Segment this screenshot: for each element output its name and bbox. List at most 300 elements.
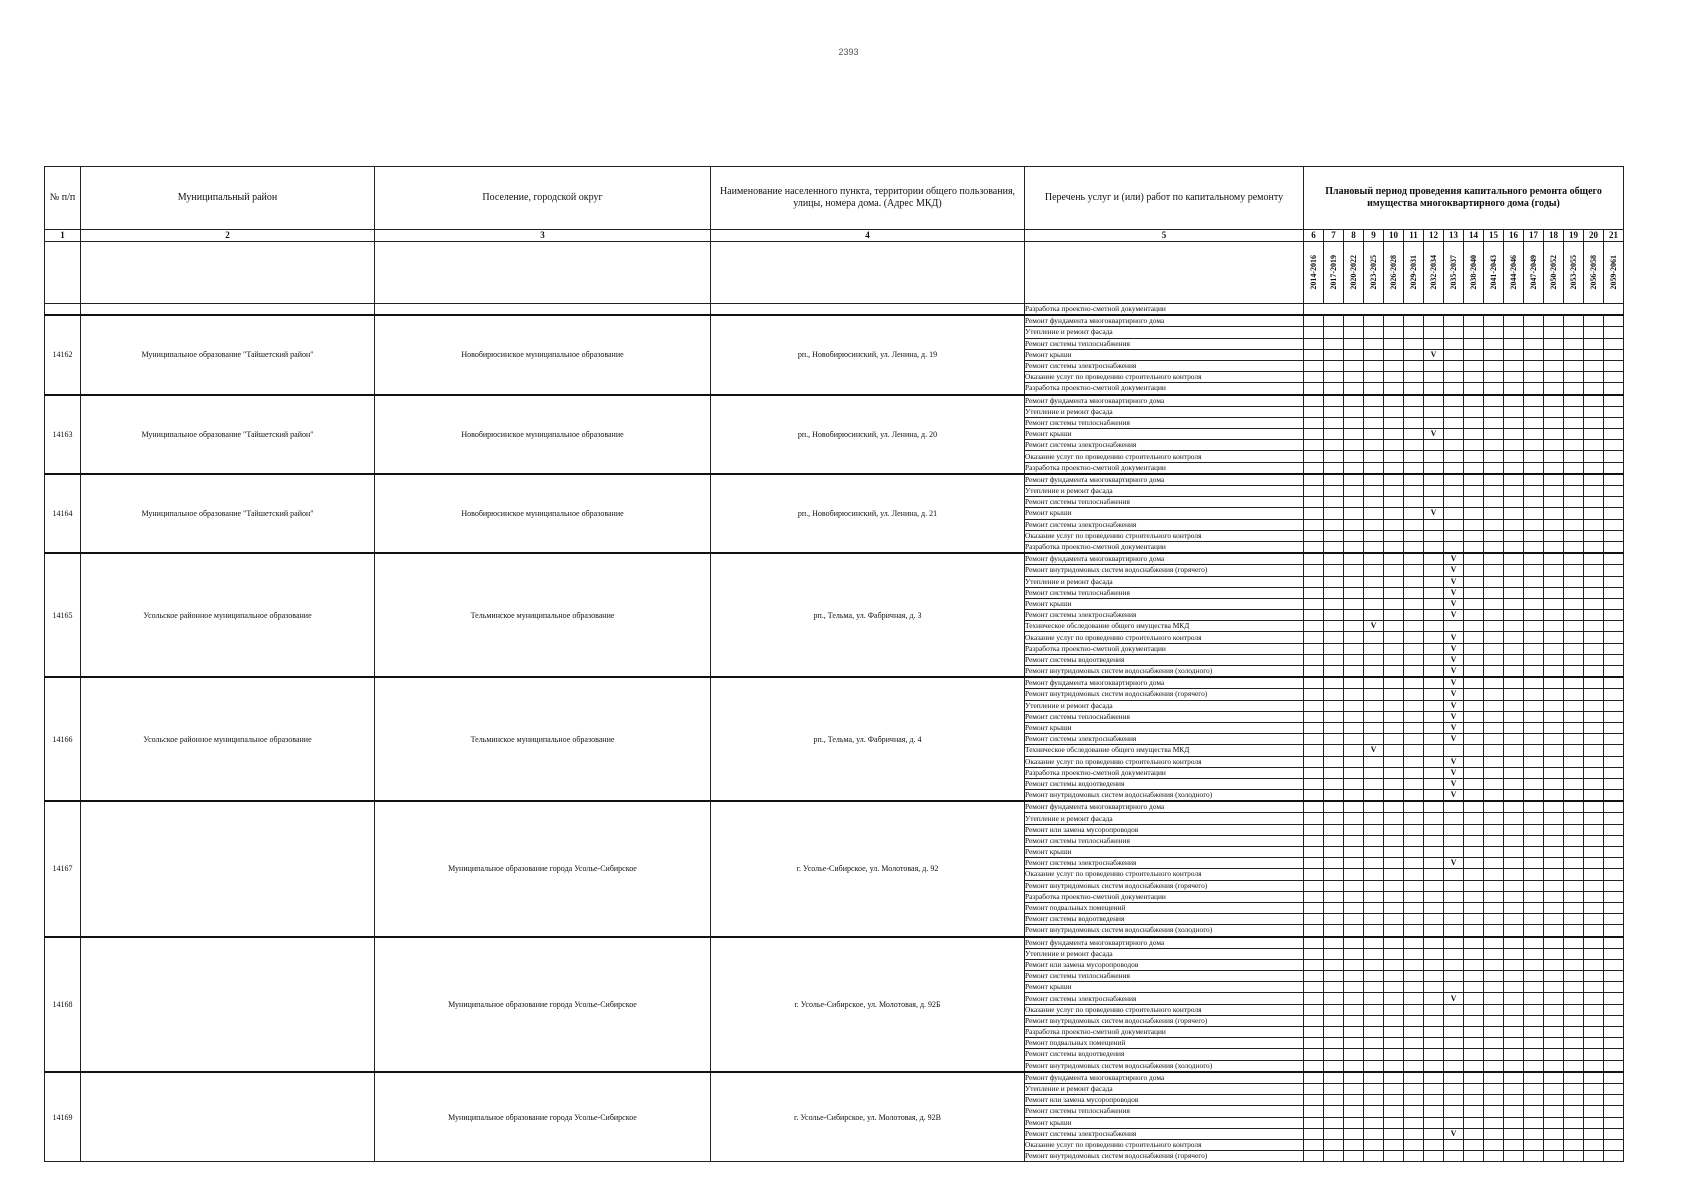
year-cell (1524, 462, 1544, 474)
year-cell (1584, 508, 1604, 519)
work-item: Ремонт внутридомовых систем водоснабжения (горячего) (1025, 1015, 1304, 1026)
year-cell (1604, 700, 1624, 711)
year-cell (1404, 982, 1424, 993)
year-cell (1464, 767, 1484, 778)
year-cell (1324, 745, 1344, 756)
column-number: 2 (81, 230, 375, 242)
year-cell (1484, 1027, 1504, 1038)
work-item: Техническое обследование общего имущества МКД (1025, 621, 1304, 632)
year-cell (1564, 632, 1584, 643)
year-cell (1504, 451, 1524, 462)
year-cell (1604, 598, 1624, 609)
year-cell (1524, 360, 1544, 371)
check-mark: V (1424, 508, 1444, 519)
year-cell (1464, 654, 1484, 665)
spacer-cell (375, 242, 711, 304)
year-cell (1444, 315, 1464, 327)
year-cell (1504, 1060, 1524, 1072)
year-cell (1584, 734, 1604, 745)
year-cell (1324, 372, 1344, 383)
year-cell (1344, 1128, 1364, 1139)
year-cell (1344, 734, 1364, 745)
year-cell (1464, 395, 1484, 407)
year-cell (1524, 847, 1544, 858)
year-cell (1484, 1015, 1504, 1026)
year-cell (1384, 406, 1404, 417)
record-number: 14162 (45, 315, 81, 394)
year-cell (1484, 745, 1504, 756)
year-range-header (1564, 242, 1584, 304)
work-item: Ремонт внутридомовых систем водоснабжения (холодного) (1025, 790, 1304, 802)
year-cell (1524, 541, 1544, 553)
year-range-label: 2041-2043 (1489, 255, 1498, 290)
work-item: Ремонт системы электроснабжения (1025, 993, 1304, 1004)
year-cell (1444, 1038, 1464, 1049)
year-cell (1524, 486, 1544, 497)
column-number: 1 (45, 230, 81, 242)
year-cell (1484, 937, 1504, 949)
work-item: Оказание услуг по проведению строительного контроля (1025, 451, 1304, 462)
year-cell (1404, 406, 1424, 417)
year-cell (1584, 982, 1604, 993)
year-cell (1464, 474, 1484, 486)
year-cell (1544, 587, 1564, 598)
year-cell (1584, 587, 1604, 598)
year-cell (1444, 508, 1464, 519)
year-cell (1464, 948, 1484, 959)
year-cell (1584, 959, 1604, 970)
year-cell (1604, 553, 1624, 565)
year-cell (1384, 711, 1404, 722)
year-cell (1304, 982, 1324, 993)
year-cell (1384, 541, 1404, 553)
work-item: Ремонт системы электроснабжения (1025, 1128, 1304, 1139)
year-cell (1304, 1060, 1324, 1072)
year-cell (1404, 417, 1424, 428)
year-cell (1344, 587, 1364, 598)
year-cell (1344, 1139, 1364, 1150)
work-item: Ремонт системы теплоснабжения (1025, 417, 1304, 428)
year-cell (1324, 734, 1344, 745)
year-cell (1524, 451, 1544, 462)
work-item: Ремонт системы электроснабжения (1025, 440, 1304, 451)
year-cell (1384, 643, 1404, 654)
year-cell (1404, 1060, 1424, 1072)
work-item: Утепление и ремонт фасада (1025, 486, 1304, 497)
year-cell (1444, 813, 1464, 824)
year-cell (1584, 925, 1604, 937)
year-cell (1444, 486, 1464, 497)
year-cell (1544, 576, 1564, 587)
check-mark: V (1444, 993, 1464, 1004)
year-cell (1424, 598, 1444, 609)
header-settlement: Поселение, городской округ (375, 167, 711, 230)
year-cell (1364, 700, 1384, 711)
year-cell (1544, 338, 1564, 349)
year-cell (1344, 519, 1364, 530)
year-cell (1544, 315, 1564, 327)
year-cell (1604, 858, 1624, 869)
year-cell (1324, 462, 1344, 474)
year-cell (1444, 937, 1464, 949)
year-cell (1344, 1151, 1364, 1162)
record-number: 14168 (45, 937, 81, 1072)
work-item: Ремонт фундамента многоквартирного дома (1025, 474, 1304, 486)
year-cell (1604, 1128, 1624, 1139)
year-cell (1524, 824, 1544, 835)
year-cell (1604, 835, 1624, 846)
year-cell (1344, 902, 1364, 913)
year-cell (1404, 1027, 1424, 1038)
year-cell (1444, 1060, 1464, 1072)
year-cell (1564, 1015, 1584, 1026)
year-cell (1484, 689, 1504, 700)
year-cell (1324, 429, 1344, 440)
year-cell (1444, 982, 1464, 993)
year-cell (1564, 553, 1584, 565)
year-cell (1344, 486, 1364, 497)
year-cell (1344, 360, 1364, 371)
year-cell (1324, 621, 1344, 632)
year-cell (1484, 395, 1504, 407)
year-cell (1564, 406, 1584, 417)
year-cell (1364, 632, 1384, 643)
year-cell (1604, 360, 1624, 371)
year-cell (1504, 486, 1524, 497)
year-cell (1304, 801, 1324, 813)
year-cell (1584, 643, 1604, 654)
year-cell (1444, 530, 1464, 541)
year-cell (1424, 677, 1444, 689)
year-cell (1484, 508, 1504, 519)
year-cell (1304, 315, 1324, 327)
year-cell (1584, 621, 1604, 632)
year-cell (1584, 440, 1604, 451)
year-cell (1564, 790, 1584, 802)
year-cell (1464, 1083, 1484, 1094)
year-range-label: 2044-2046 (1509, 255, 1518, 290)
year-cell (1364, 530, 1384, 541)
year-cell (1564, 338, 1584, 349)
year-cell (1464, 711, 1484, 722)
year-cell (1544, 948, 1564, 959)
work-item: Ремонт системы теплоснабжения (1025, 587, 1304, 598)
year-cell (1484, 700, 1504, 711)
check-mark: V (1444, 700, 1464, 711)
year-cell (1404, 1117, 1424, 1128)
year-cell (1324, 349, 1344, 360)
year-cell (1524, 587, 1544, 598)
year-cell (1444, 429, 1464, 440)
header-district: Муниципальный район (81, 167, 375, 230)
year-cell (1484, 541, 1504, 553)
column-number: 4 (711, 230, 1025, 242)
year-cell (1544, 666, 1564, 678)
year-cell (1384, 565, 1404, 576)
year-cell (1444, 869, 1464, 880)
district-cell: Усольское районное муниципальное образование (81, 677, 375, 801)
year-cell (1404, 847, 1424, 858)
year-cell (1444, 451, 1464, 462)
year-cell (1444, 621, 1464, 632)
year-cell (1344, 451, 1364, 462)
year-range-header (1484, 242, 1504, 304)
check-mark: V (1444, 790, 1464, 802)
year-cell (1364, 395, 1384, 407)
year-cell (1544, 417, 1564, 428)
year-cell (1604, 587, 1624, 598)
year-cell (1564, 486, 1584, 497)
year-cell (1504, 1117, 1524, 1128)
year-cell (1604, 462, 1624, 474)
work-item: Разработка проектно-сметной документации (1025, 643, 1304, 654)
year-cell (1524, 1151, 1544, 1162)
year-cell (1384, 1139, 1404, 1150)
year-cell (1564, 1083, 1584, 1094)
year-cell (1524, 756, 1544, 767)
year-cell (1304, 451, 1324, 462)
year-cell (1564, 1117, 1584, 1128)
year-cell (1364, 429, 1384, 440)
year-cell (1564, 1004, 1584, 1015)
year-cell (1564, 847, 1584, 858)
settlement-cell: Новобирюсинское муниципальное образование (375, 395, 711, 474)
year-cell (1604, 327, 1624, 338)
year-cell (1424, 576, 1444, 587)
year-cell (1404, 451, 1424, 462)
check-mark: V (1444, 553, 1464, 565)
year-cell (1424, 880, 1444, 891)
year-cell (1604, 541, 1624, 553)
year-cell (1364, 598, 1384, 609)
year-cell (1604, 734, 1624, 745)
year-cell (1404, 937, 1424, 949)
year-cell (1544, 689, 1564, 700)
year-cell (1464, 383, 1484, 395)
year-cell (1424, 700, 1444, 711)
work-item: Ремонт подвальных помещений (1025, 1038, 1304, 1049)
year-cell (1524, 1139, 1544, 1150)
year-cell (1304, 654, 1324, 665)
year-cell (1424, 1049, 1444, 1060)
year-cell (1424, 383, 1444, 395)
year-cell (1384, 508, 1404, 519)
year-cell (1424, 474, 1444, 486)
year-cell (1364, 519, 1384, 530)
year-cell (1584, 406, 1604, 417)
year-cell (1464, 632, 1484, 643)
work-item: Оказание услуг по проведению строительного контроля (1025, 756, 1304, 767)
year-cell (1344, 497, 1364, 508)
year-cell (1424, 982, 1444, 993)
year-cell (1604, 1151, 1624, 1162)
year-cell (1384, 610, 1404, 621)
year-cell (1364, 1015, 1384, 1026)
year-cell (1564, 824, 1584, 835)
year-cell (1364, 891, 1384, 902)
column-number: 16 (1504, 230, 1524, 242)
year-cell (1324, 722, 1344, 733)
check-mark: V (1444, 722, 1464, 733)
year-cell (1504, 474, 1524, 486)
year-cell (1604, 847, 1624, 858)
year-cell (1584, 666, 1604, 678)
year-cell (1404, 1151, 1424, 1162)
year-cell (1584, 869, 1604, 880)
year-cell (1464, 643, 1484, 654)
district-cell (81, 937, 375, 1072)
year-cell (1524, 891, 1544, 902)
year-cell (1504, 462, 1524, 474)
year-cell (1604, 406, 1624, 417)
year-cell (1344, 778, 1364, 789)
year-cell (1324, 835, 1344, 846)
year-cell (1404, 565, 1424, 576)
work-row (45, 801, 1624, 813)
year-cell (1524, 1128, 1544, 1139)
year-cell (1364, 643, 1384, 654)
year-cell (1604, 925, 1624, 937)
year-cell (1344, 948, 1364, 959)
year-cell (1304, 948, 1324, 959)
year-cell (1484, 677, 1504, 689)
year-cell (1604, 1049, 1624, 1060)
year-cell (1404, 553, 1424, 565)
year-cell (1384, 1015, 1404, 1026)
spacer-cell (1304, 304, 1624, 316)
year-cell (1484, 880, 1504, 891)
year-cell (1504, 914, 1524, 925)
year-cell (1464, 869, 1484, 880)
year-cell (1544, 1128, 1564, 1139)
year-cell (1384, 891, 1404, 902)
year-cell (1324, 1049, 1344, 1060)
column-number: 10 (1384, 230, 1404, 242)
year-cell (1424, 327, 1444, 338)
year-cell (1324, 993, 1344, 1004)
year-range-header (1544, 242, 1564, 304)
year-cell (1504, 847, 1524, 858)
year-cell (1524, 700, 1544, 711)
address-cell: рп., Новобирюсинский, ул. Ленина, д. 21 (711, 474, 1025, 553)
year-cell (1544, 508, 1564, 519)
year-cell (1324, 643, 1344, 654)
year-cell (1344, 474, 1364, 486)
year-cell (1524, 971, 1544, 982)
year-cell (1484, 925, 1504, 937)
year-cell (1364, 576, 1384, 587)
year-cell (1484, 813, 1504, 824)
year-cell (1464, 982, 1484, 993)
year-cell (1544, 372, 1564, 383)
year-cell (1564, 462, 1584, 474)
year-cell (1424, 959, 1444, 970)
year-cell (1304, 745, 1324, 756)
year-cell (1424, 937, 1444, 949)
year-cell (1364, 869, 1384, 880)
year-cell (1604, 474, 1624, 486)
year-cell (1404, 745, 1424, 756)
year-cell (1324, 711, 1344, 722)
year-cell (1464, 497, 1484, 508)
work-item: Разработка проектно-сметной документации (1025, 891, 1304, 902)
year-cell (1444, 1049, 1464, 1060)
work-item: Ремонт системы водоотведения (1025, 778, 1304, 789)
year-cell (1364, 689, 1384, 700)
year-cell (1504, 948, 1524, 959)
year-cell (1444, 902, 1464, 913)
year-cell (1424, 1060, 1444, 1072)
year-cell (1544, 462, 1564, 474)
year-cell (1584, 1128, 1604, 1139)
year-cell (1304, 858, 1324, 869)
year-cell (1404, 689, 1424, 700)
year-cell (1344, 632, 1364, 643)
work-item: Ремонт или замена мусоропроводов (1025, 959, 1304, 970)
year-cell (1584, 610, 1604, 621)
year-cell (1544, 677, 1564, 689)
year-range-label: 2029-2031 (1409, 255, 1418, 290)
year-cell (1364, 1004, 1384, 1015)
address-cell: г. Усолье-Сибирское, ул. Молотовая, д. 92 (711, 801, 1025, 936)
year-cell (1524, 519, 1544, 530)
work-item: Ремонт или замена мусоропроводов (1025, 1095, 1304, 1106)
year-cell (1364, 948, 1384, 959)
year-cell (1344, 440, 1364, 451)
year-cell (1544, 722, 1564, 733)
year-cell (1604, 643, 1624, 654)
year-cell (1564, 587, 1584, 598)
year-cell (1404, 858, 1424, 869)
year-cell (1604, 1083, 1624, 1094)
year-cell (1504, 372, 1524, 383)
year-cell (1444, 519, 1464, 530)
year-cell (1464, 790, 1484, 802)
year-cell (1604, 451, 1624, 462)
year-cell (1484, 824, 1504, 835)
year-cell (1404, 824, 1424, 835)
year-cell (1584, 711, 1604, 722)
year-cell (1424, 417, 1444, 428)
year-cell (1484, 1151, 1504, 1162)
year-cell (1564, 971, 1584, 982)
year-cell (1344, 745, 1364, 756)
year-cell (1584, 530, 1604, 541)
year-cell (1504, 813, 1524, 824)
year-cell (1324, 1128, 1344, 1139)
year-cell (1444, 417, 1464, 428)
year-cell (1364, 565, 1384, 576)
year-cell (1424, 587, 1444, 598)
year-cell (1504, 610, 1524, 621)
year-cell (1304, 440, 1324, 451)
year-cell (1404, 1083, 1424, 1094)
year-cell (1564, 959, 1584, 970)
year-cell (1484, 327, 1504, 338)
year-cell (1604, 497, 1624, 508)
year-cell (1364, 734, 1384, 745)
record-number: 14165 (45, 553, 81, 677)
year-cell (1504, 902, 1524, 913)
year-cell (1324, 778, 1344, 789)
year-cell (1364, 417, 1384, 428)
year-cell (1344, 869, 1364, 880)
year-range-header (1324, 242, 1344, 304)
record-number: 14163 (45, 395, 81, 474)
year-cell (1384, 497, 1404, 508)
year-cell (1384, 598, 1404, 609)
year-cell (1484, 383, 1504, 395)
